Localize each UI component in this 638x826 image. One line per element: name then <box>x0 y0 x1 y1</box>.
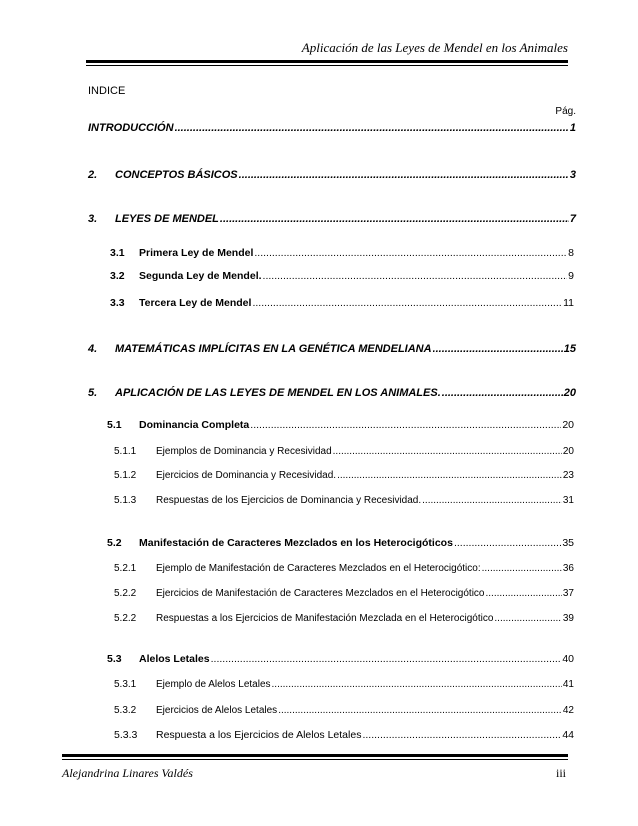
toc-title: Alelos Letales <box>139 653 210 665</box>
page-column-label: Pág. <box>555 106 576 117</box>
toc-leader <box>362 729 561 741</box>
toc-page: 1 <box>569 122 576 134</box>
header-rule-thick <box>86 60 568 63</box>
toc-number: 5.1.2 <box>114 470 137 481</box>
toc-leader <box>175 122 569 134</box>
toc-number: 5.2.2 <box>114 613 137 624</box>
toc-page: 20 <box>562 419 574 431</box>
toc-leader <box>442 387 563 399</box>
toc-number: 2. <box>88 169 98 181</box>
toc-number: 4. <box>88 343 98 355</box>
toc-page: 42 <box>562 705 574 716</box>
toc-number: 5. <box>88 387 98 399</box>
toc-page: 40 <box>562 653 574 665</box>
toc-number: 5.1.1 <box>114 446 137 457</box>
index-heading: INDICE <box>88 85 126 97</box>
toc-entry[interactable] <box>114 446 574 457</box>
toc-number: 5.3.2 <box>114 705 137 716</box>
toc-leader <box>454 537 561 549</box>
toc-leader <box>239 169 569 181</box>
toc-page: 9 <box>568 270 574 282</box>
toc-leader <box>486 588 562 599</box>
toc-number: 5.1.3 <box>114 495 137 506</box>
toc-entry[interactable] <box>114 470 574 481</box>
toc-leader <box>482 563 562 574</box>
toc-leader <box>433 343 563 355</box>
footer-rule-thin <box>62 759 568 760</box>
toc-title: Ejercicios de Dominancia y Recesividad. <box>156 470 337 481</box>
toc-entry[interactable] <box>88 213 576 225</box>
toc-title: APLICACIÓN DE LAS LEYES DE MENDEL EN LOS ANIMALES. <box>115 387 441 399</box>
toc-number: 3.1 <box>110 247 125 259</box>
toc-title: CONCEPTOS BÁSICOS <box>115 169 238 181</box>
toc-page: 37 <box>562 588 574 599</box>
footer-page-number: iii <box>555 766 566 780</box>
toc-leader <box>422 495 562 506</box>
toc-title: Dominancia Completa <box>139 419 250 431</box>
toc-entry[interactable] <box>114 495 574 506</box>
toc-title: Manifestación de Caracteres Mezclados en los Heterocigóticos <box>139 537 453 549</box>
toc-leader <box>252 297 562 309</box>
toc-entry[interactable] <box>114 705 574 716</box>
toc-title: Respuesta a los Ejercicios de Alelos Letales <box>156 729 362 741</box>
toc-page: 7 <box>569 213 576 225</box>
toc-entry[interactable] <box>88 122 576 134</box>
toc-leader <box>250 419 561 431</box>
toc-entry[interactable] <box>110 270 574 282</box>
toc-title: MATEMÁTICAS IMPLÍCITAS EN LA GENÉTICA MENDELIANA <box>115 343 432 355</box>
toc-entry[interactable] <box>88 343 576 355</box>
toc-page: 11 <box>563 297 574 309</box>
toc-number: 5.3.1 <box>114 679 137 690</box>
toc-entry[interactable] <box>88 169 576 181</box>
toc-leader <box>333 446 562 457</box>
toc-leader <box>263 270 568 282</box>
toc-entry[interactable] <box>114 588 574 599</box>
footer-rule-thick <box>62 754 568 757</box>
toc-entry[interactable] <box>107 537 574 549</box>
toc-page: 39 <box>562 613 574 624</box>
toc-title: Ejercicios de Manifestación de Caracteres Mezclados en el Heterocigótico <box>156 588 485 599</box>
footer-author: Alejandrina Linares Valdés <box>62 766 193 780</box>
toc-title: INTRODUCCIÓN <box>88 122 174 134</box>
toc-number: 5.2.2 <box>114 588 137 599</box>
toc-leader <box>220 213 569 225</box>
toc-entry[interactable] <box>88 387 576 399</box>
toc-entry[interactable] <box>107 653 574 665</box>
toc-leader <box>254 247 567 259</box>
toc-page: 20 <box>562 446 574 457</box>
toc-number: 5.1 <box>107 419 122 431</box>
toc-page: 35 <box>562 537 574 549</box>
toc-page: 31 <box>562 495 574 506</box>
toc-title: Tercera Ley de Mendel <box>139 297 252 309</box>
toc-number: 3.3 <box>110 297 125 309</box>
toc-title: LEYES DE MENDEL <box>115 213 219 225</box>
toc-entry[interactable] <box>114 679 574 690</box>
toc-title: Ejercicios de Alelos Letales <box>156 705 278 716</box>
toc-entry[interactable] <box>110 247 574 259</box>
toc-number: 3.2 <box>110 270 125 282</box>
toc-title: Respuestas de los Ejercicios de Dominancia y Recesividad. <box>156 495 422 506</box>
toc-page: 8 <box>568 247 574 259</box>
toc-page: 15 <box>563 343 576 355</box>
toc-entry[interactable] <box>114 729 574 741</box>
toc-entry[interactable] <box>110 297 574 309</box>
toc-entry[interactable] <box>114 613 574 624</box>
toc-entry[interactable] <box>114 563 574 574</box>
header-title: Aplicación de las Leyes de Mendel en los Animales <box>301 40 568 55</box>
toc-page: 44 <box>562 729 574 741</box>
toc-page: 23 <box>562 470 574 481</box>
toc-page: 20 <box>563 387 576 399</box>
toc-number: 3. <box>88 213 98 225</box>
toc-leader <box>494 613 561 624</box>
toc-page: 3 <box>569 169 576 181</box>
toc-title: Respuestas a los Ejercicios de Manifestación Mezclada en el Heterocigótico <box>156 613 494 624</box>
toc-title: Ejemplo de Manifestación de Caracteres Mezclados en el Heterocigótico: <box>156 563 481 574</box>
toc-entry[interactable] <box>107 419 574 431</box>
toc-number: 5.3.3 <box>114 729 138 741</box>
toc-number: 5.2.1 <box>114 563 137 574</box>
toc-leader <box>278 705 562 716</box>
toc-title: Ejemplos de Dominancia y Recesividad <box>156 446 332 457</box>
toc-leader <box>211 653 562 665</box>
toc-page: 36 <box>562 563 574 574</box>
header-rule-thin <box>86 65 568 66</box>
toc-leader <box>337 470 562 481</box>
toc-number: 5.2 <box>107 537 122 549</box>
toc-title: Primera Ley de Mendel <box>139 247 254 259</box>
toc-title: Ejemplo de Alelos Letales <box>156 679 271 690</box>
toc-leader <box>272 679 562 690</box>
toc-title: Segunda Ley de Mendel. <box>139 270 262 282</box>
toc-number: 5.3 <box>107 653 122 665</box>
toc-page: 41 <box>562 679 574 690</box>
